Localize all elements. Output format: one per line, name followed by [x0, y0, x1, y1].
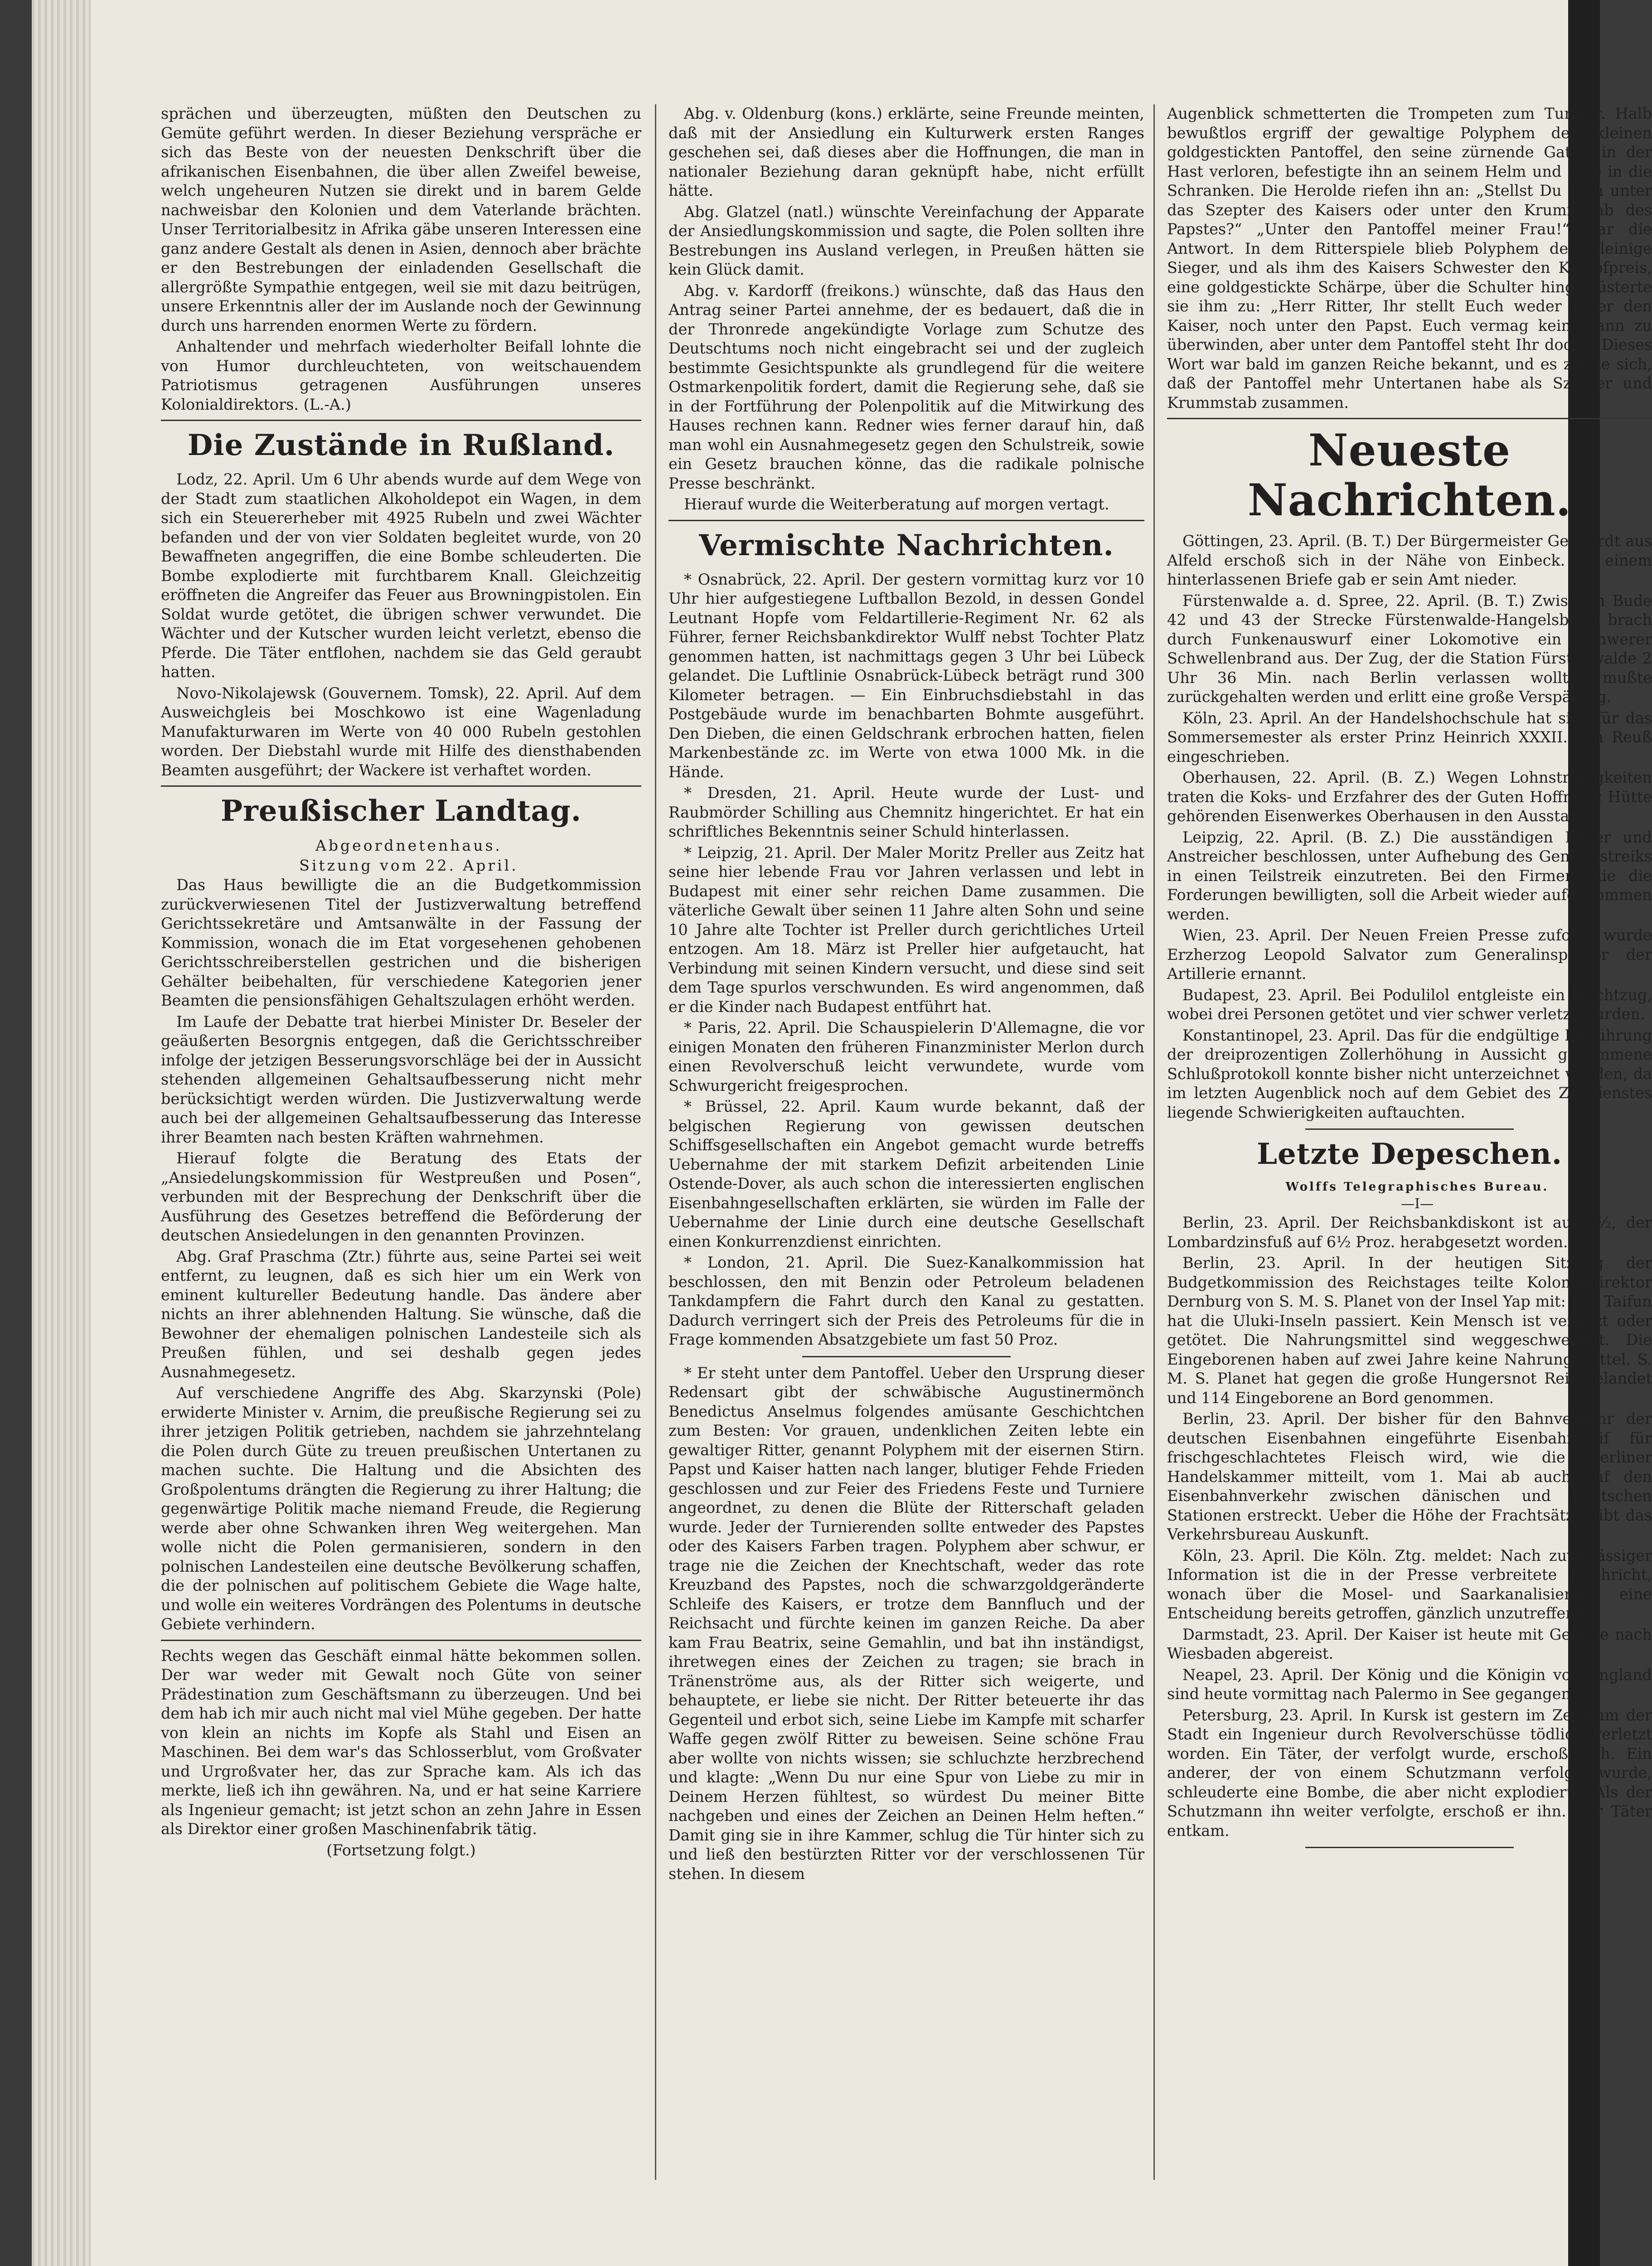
- separator-mark: —I—: [1401, 1196, 1434, 1212]
- news-item: Hierauf wurde die Weiterberatung auf morgen vertagt.: [684, 495, 1109, 513]
- news-item: Darmstadt, 23. April. Der Kaiser ist heute mit Gefolge nach Wiesbaden abgereist.: [1167, 1625, 1652, 1662]
- news-item: Köln, 23. April. An der Handelshochschule hat sich für das Sommersemester als erster Prinz Heinrich XXXII. von Reuß eingeschrieben.: [1167, 709, 1652, 765]
- section-divider: [161, 420, 641, 421]
- continuation-note: (Fortsetzung folgt.): [326, 1841, 476, 1859]
- short-divider: [1305, 1128, 1514, 1130]
- section-divider: [161, 785, 641, 787]
- section-divider: [1167, 418, 1652, 419]
- news-item: Abg. v. Oldenburg (kons.) erklärte, seine Freunde meinten, daß mit der Ansiedlung ein Kulturwerk ersten Ranges geschehen sei, daß dieses aber die Hoffnungen, die man in nationaler Beziehung daran geknüpft habe, nicht erfüllt hätte.: [669, 105, 1144, 199]
- news-item: Lodz, 22. April. Um 6 Uhr abends wurde auf dem Wege von der Stadt zum staatlichen Alkoholdepot ein Wagen, in dem sich ein Steuererheber mit 4925 Rubeln und zwei Wächter befanden und der von vier Soldaten begleitet wurde, von 20 Bewaffneten angegriffen, die eine Bombe schleuderten. Die Bombe explodierte mit furchtbarem Knall. Gleichzeitig eröffneten die Angreifer das Feuer aus Browningpistolen. Ein Soldat wurde getötet, die übrigen schwer verwundet. Die Wächter und der Kutscher wurden leicht verletzt, ebenso die Pferde. Die Täter entflohen, nachdem sie das Geld geraubt hatten.: [161, 470, 641, 681]
- subheading-sitzung: Sitzung vom 22. April.: [299, 857, 518, 874]
- headline-vermischte: Vermischte Nachrichten.: [699, 528, 1114, 562]
- news-item: Abg. Graf Praschma (Ztr.) führte aus, seine Partei sei weit entfernt, zu leugnen, daß es sich hier um ein Werk von eminent kultureller Bedeutung handle. Das ändere aber nichts an ihrer ablehnenden Haltung. Sie wünsche, daß die Bewohner der ehemaligen polnischen Landesteile sich als Preußen fühlen, und sei deshalb gegen jedes Ausnahmegesetz.: [161, 1247, 641, 1381]
- article-continuation: sprächen und überzeugten, müßten den Deutschen zu Gemüte geführt werden. In dieser Beziehung verspräche er sich das Beste von der neuesten Denkschrift über die afrikanischen Eisenbahnen, die über allen Zweifel beweise, welch ungeheuren Nutzen sie direkt und in barem Gelde nachweisbar den Kolonien und dem Vaterlande brächten. Unser Territorialbesitz in Afrika gäbe unseren Interessen eine ganz andere Gestalt als denen in Asien, dennoch aber brächte er den Bestrebungen der einladenden Gesellschaft die allergrößte Sympathie entgegen, weil sie mit dazu beitrügen, unsere Erkenntnis aller der im Auslande noch der Gewinnung durch uns harrenden enormen Werte zu fördern.: [161, 105, 641, 334]
- headline-depeschen: Letzte Depeschen.: [1257, 1137, 1562, 1171]
- news-item: Konstantinopel, 23. April. Das für die endgültige Einführung der dreiprozentigen Zollerhöhung in Aussicht genommene Schlußprotokoll konnte bisher nicht unterzeichnet werden, da im letzten Augenblick noch auf dem Gebiet des Zolldienstes liegende Schwierigkeiten auftauchten.: [1167, 1026, 1652, 1121]
- news-item: Wien, 23. April. Der Neuen Freien Presse zufolge wurde Erzherzog Leopold Salvator zum Generalinspektor der Artillerie ernannt.: [1167, 926, 1652, 983]
- news-item: Berlin, 23. April. In der heutigen Sitzung der Budgetkommission des Reichstages teilte Kolonialdirektor Dernburg von S. M. S. Planet von der Insel Yap mit: Der Taifun hat die Uluki-Inseln passiert. Kein Mensch ist verletzt oder getötet. Die Nahrungsmittel sind weggeschwemmt. Die Eingeborenen haben auf zwei Jahre keine Nahrungsmittel. S. M. S. Planet hat gegen die große Hungersnot Reis gelandet und 114 Eingeborene an Bord genommen.: [1167, 1254, 1652, 1407]
- subheading-haus: Abgeordnetenhaus.: [315, 837, 502, 854]
- feuilleton-divider: [161, 1640, 641, 1641]
- news-item: Berlin, 23. April. Der Reichsbankdiskont ist auf 5½, der Lombardzinsfuß auf 6½ Proz. herabgesetzt worden.: [1167, 1214, 1652, 1251]
- news-item: * Paris, 22. April. Die Schauspielerin D'Allemagne, die vor einigen Monaten den früheren Finanzminister Merlon durch einen Revolverschuß leicht verwundete, wurde vom Schwurgericht freigesprochen.: [669, 1019, 1144, 1094]
- book-gutter: [32, 0, 91, 2266]
- column-2: [669, 104, 1144, 2189]
- news-item: Köln, 23. April. Die Köln. Ztg. meldet: Nach zuverlässiger Information ist die in der Presse verbreitete Nachricht, wonach über die Mosel- und Saarkanalisierung eine Entscheidung bereits getroffen, gänzlich unzutreffend.: [1167, 1546, 1652, 1622]
- column-1: [161, 104, 641, 2189]
- news-item: Berlin, 23. April. Der bisher für den Bahnverkehr der deutschen Eisenbahnen eingeführte Eisenbahntarif für frischgeschlachtetes Fleisch wird, wie die Berliner Handelskammer mitteilt, vom 1. Mai ab auch auf den Eisenbahnverkehr zwischen dänischen und deutschen Stationen erstreckt. Ueber die Höhe der Frachtsätze gibt das Verkehrsbureau Auskunft.: [1167, 1410, 1652, 1543]
- news-item: Abg. Glatzel (natl.) wünschte Vereinfachung der Apparate der Ansiedlungskommission und sagte, die Polen sollten ihre Bestrebungen ins Ausland verlegen, in Preußen hätten sie kein Glück damit.: [669, 203, 1144, 278]
- feuilleton-text: Rechts wegen das Geschäft einmal hätte bekommen sollen. Der war weder mit Gewalt noch Güte von seiner Prädestination zum Geschäftsmann zu überzeugen. Und bei dem hab ich mir auch nicht mal viel Mühe gegeben. Der hatte von klein an nichts im Kopfe als Stahl und Eisen an Maschinen. Bei dem war's das Schlosserblut, vom Großvater und Urgroßvater her, das zur Sprache kam. Als ich das merkte, ließ ich ihn gewähren. Na, und er hat seine Karriere als Ingenieur gemacht; ist jetzt schon an zehn Jahre in Essen als Direktor einer großen Maschinenfabrik tätig.: [161, 1646, 641, 1838]
- news-item: Hierauf folgte die Beratung des Etats der „Ansiedelungskommission für Westpreußen und Posen“, verbunden mit der Besprechung der Denkschrift über die Ausführung des Gesetzes betreffend die Beförderung der deutschen Ansiedelungen in den genannten Provinzen.: [161, 1149, 641, 1244]
- short-divider: [802, 1356, 1011, 1357]
- article-continuation: Augenblick schmetterten die Trompeten zum Turnier. Halb bewußtlos ergriff der gewaltige Polyphem den kleinen goldgestickten Pantoffel, den seine zürnende Gattin in der Hast verloren, befestigte ihn an seinem Helm und eilte in die Schranken. Die Herolde riefen ihn an: „Stellst Du Dich unter das Szepter des Kaisers oder unter den Krummstab des Papstes?“ „Unter den Pantoffel meiner Frau!“ war die Antwort. In dem Ritterspiele blieb Polyphem der alleinige Sieger, und als ihm des Kaisers Schwester den Kampfpreis, eine goldgestickte Schärpe, über die Schulter hing, flüsterte sie ihm zu: „Herr Ritter, Ihr stellt Euch weder unter den Kaiser, noch unter den Papst. Euch vermag kein Mann zu überwinden, aber unter dem Pantoffel steht Ihr doch!“ Dieses Wort war bald im ganzen Reiche bekannt, und es zeigte sich, daß der Pantoffel mehr Untertanen habe als Szepter und Krummstab zusammen.: [1167, 105, 1652, 412]
- news-item: * Brüssel, 22. April. Kaum wurde bekannt, daß der belgischen Regierung von gewissen deutschen Schiffsgesellschaften ein Angebot gemacht wurde betreffs Uebernahme der mit starkem Defizit arbeitenden Linie Ostende-Dover, als auch schon die interessierten englischen Eisenbahngesellschaften erklärten, sie würden im Falle der Uebernahme der Linie durch eine deutsche Gesellschaft einen Konkurrenzdienst einrichten.: [669, 1098, 1144, 1250]
- headline-russland: Die Zustände in Rußland.: [187, 428, 615, 462]
- column-3: [1167, 104, 1652, 2189]
- article-paragraph: Anhaltender und mehrfach wiederholter Beifall lohnte die von Humor durchleuchteten, von weitschauendem Patriotismus getragenen Ausführungen unseres Kolonialdirektors. (L.-A.): [161, 338, 641, 413]
- news-item: Im Laufe der Debatte trat hierbei Minister Dr. Beseler der geäußerten Besorgnis entgegen, daß die Gerichtsschreiber infolge der jetzigen Besserungsvorschläge bei der in Aussicht stehenden allgemeinen Gehaltsaufbesserung nicht mehr berücksichtigt werden würden. Die Justizverwaltung werde auch bei der allgemeinen Gehaltsaufbesserung das Interesse ihrer Beamten nach besten Kräften wahrnehmen.: [161, 1012, 641, 1146]
- news-item: Abg. v. Kardorff (freikons.) wünschte, daß das Haus den Antrag seiner Partei annehme, der es bedauert, daß die in der Thronrede angekündigte Vorlage zum Schutze des Deutschtums noch nicht eingebracht sei und der zugleich bestimmte Gesichtspunkte als grundlegend für die weitere Ostmarkenpolitik fordert, damit die Regierung sehe, daß sie in der Fortführung der Polenpolitik auf die Mitwirkung des Hauses rechnen kann. Redner wies ferner darauf hin, daß man wohl ein Ausnahmegesetz gegen den Schulstreik, sowie ein Gesetz brauchen könne, das die radikale polnische Presse beschränkt.: [669, 281, 1144, 492]
- headline-landtag: Preußischer Landtag.: [220, 794, 582, 828]
- news-item: * London, 21. April. Die Suez-Kanalkommission hat beschlossen, den mit Benzin oder Petroleum beladenen Tankdampfern die Fahrt durch den Kanal zu gestatten. Dadurch verringert sich der Preis des Petroleums für die in Frage kommenden Absatzgebiete um fast 50 Proz.: [669, 1254, 1144, 1348]
- column-rule-1: [655, 104, 656, 2180]
- news-item: Neapel, 23. April. Der König und die Königin von England sind heute vormittag nach Palermo in See gegangen.: [1167, 1666, 1652, 1703]
- news-item: * Osnabrück, 22. April. Der gestern vormittag kurz vor 10 Uhr hier aufgestiegene Luftballon Bezold, in dessen Gondel Leutnant Hopfe vom Feldartillerie-Regiment Nr. 62 als Führer, ferner Reichsbankdirektor Wulff nebst Tochter Platz genommen hatten, ist nachmittags gegen 3 Uhr bei Lübeck gelandet. Die Luftlinie Osnabrück-Lübeck beträgt rund 300 Kilometer betragen. — Ein Einbruchsdiebstahl in das Postgebäude wurde im benachbarten Bohmte ausgeführt. Den Dieben, die einen Geldschrank erbrochen hatten, fielen Markenbestände zc. im Werte von etwa 1000 Mk. in die Hände.: [669, 570, 1144, 781]
- column-rule-2: [1153, 104, 1155, 2180]
- news-item: Fürstenwalde a. d. Spree, 22. April. (B. T.) Zwischen Bude 42 und 43 der Strecke Fürstenwalde-Hangelsberg brach durch Funkenauswurf einer Lokomotive ein schwerer Schwellenbrand aus. Der Zug, der die Station Fürstenwalde 2 Uhr 36 Min. nach Berlin verlassen wollte, mußte zurückgehalten werden und erlitt eine große Verspätung.: [1167, 591, 1652, 706]
- news-item: * Leipzig, 21. April. Der Maler Moritz Preller aus Zeitz hat seine hier lebende Frau vor Jahren verlassen und lebt in Budapest mit einer sehr reichen Dame zusammen. Die väterliche Gewalt über seinen 11 Jahre alten Sohn und seine 10 Jahre alte Tochter ist Preller durch gerichtliches Urteil entzogen. Am 18. März ist Preller hier aufgetaucht, hat Verbindung mit seinen Kindern versucht, und diese sind seit dem Tage spurlos verschwunden. Es wird angenommen, daß er die Kinder nach Budapest entführt hat.: [669, 843, 1144, 1016]
- news-item: * Dresden, 21. April. Heute wurde der Lust- und Raubmörder Schilling aus Chemnitz hingerichtet. Er hat ein schriftliches Bekenntnis seiner Schuld hinterlassen.: [669, 784, 1144, 840]
- news-item: Das Haus bewilligte die an die Budgetkommission zurückverwiesenen Titel der Justizverwaltung betreffend Gerichtssekretäre und Amtsanwälte in der Fassung der Kommission, wonach die im Etat vorgesehenen gehobenen Gerichtsschreiberstellen gestrichen und die bisherigen Gehälter beibehalten, für verschiedene Kategorien jener Beamten die pensionsfähigen Gehaltszulagen erhöht werden.: [161, 876, 641, 1009]
- headline-neueste: Neueste Nachrichten.: [1247, 425, 1572, 526]
- news-item: Leipzig, 22. April. (B. Z.) Die ausständigen Maler und Anstreicher beschlossen, unter Aufhebung des Generalstreiks in einen Teilstreik einzutreten. Bei den Firmen, die die Forderungen bewilligten, soll die Arbeit wieder aufgenommen werden.: [1167, 828, 1652, 923]
- news-item: Göttingen, 23. April. (B. T.) Der Bürgermeister Gebhardt aus Alfeld erschoß sich in der Nähe von Einbeck. In einem hinterlassenen Briefe gab er sein Amt nieder.: [1167, 532, 1652, 588]
- end-divider: [1305, 1847, 1514, 1848]
- news-item: Novo-Nikolajewsk (Gouvernem. Tomsk), 22. April. Auf dem Ausweichgleis bei Moschkowo ist eine Wagenladung Manufakturwaren im Werte von 40 000 Rubeln gestohlen worden. Der Diebstahl wurde mit Hilfe des diensthabenden Beamten ausgeführt; der Wackere ist verhaftet worden.: [161, 684, 641, 779]
- news-item: Budapest, 23. April. Bei Podulilol entgleiste ein Nachtzug, wobei drei Personen getötet und vier schwer verletzt wurden.: [1167, 986, 1652, 1023]
- news-item: Petersburg, 23. April. In Kursk ist gestern im Zentrum der Stadt ein Ingenieur durch Revolverschüsse tödlich verletzt worden. Ein Täter, der verfolgt wurde, erschoß sich. Ein anderer, der von einem Schutzmann verfolgt wurde, schleuderte eine Bombe, die aber nicht explodierte. Als der Schutzmann ihn weiter verfolgte, erschoß er ihn. Der Täter entkam.: [1167, 1706, 1652, 1840]
- agency-line: Wolffs Telegraphisches Bureau.: [1285, 1180, 1549, 1194]
- news-item: Auf verschiedene Angriffe des Abg. Skarzynski (Pole) erwiderte Minister v. Arnim, die preußische Regierung sei zu ihrer jetzigen Politik getrieben, nachdem sie jahrzehntelang die Polen durch Güte zu treuen preußischen Untertanen zu machen suchte. Die Haltung und die Absichten des Großpolentums drängten die Regierung zu ihrer Haltung; die gegenwärtige Politik mache niemand Freude, die Regierung werde aber ohne Schwanken ihren Weg weitergehen. Man wolle nicht die Polen germanisieren, sondern in den polnischen Landesteilen eine deutsche Bevölkerung schaffen, die der polnischen auf politischem Gebiete die Wage halte, und wolle ein weiteres Vordrängen des Polentums in deutsche Gebiete verhindern.: [161, 1384, 641, 1633]
- news-item: * Er steht unter dem Pantoffel. Ueber den Ursprung dieser Redensart gibt der schwäbische Augustinermönch Benedictus Anselmus folgendes amüsante Geschichtchen zum Besten: Vor grauen, undenklichen Zeiten lebte ein gewaltiger Ritter, genannt Polyphem mit der eisernen Stirn. Papst und Kaiser hatten nach langer, blutiger Fehde Frieden geschlossen und zur Feier des Friedens Feste und Turniere angeordnet, zu denen die Blüte der Ritterschaft geladen wurde. Jeder der Turnierenden sollte entweder des Papstes oder des Kaisers Farben tragen. Polyphem aber schwur, er trage nie die Zeichen der Knechtschaft, weder das rote Kreuzband des Papstes, noch die schwarzgoldgeränderte Schleife des Kaisers, er trotze dem Bannfluch und der Reichsacht und fürchte keinen im ganzen Reiche. Da aber kam Frau Beatrix, seine Gemahlin, und bat ihn inständigst, ihretwegen eines der Zeichen zu tragen; sie brach in Tränenströme aus, als der Ritter sich weigerte, und behauptete, er liebe sie nicht. Der Ritter beteuerte ihr das Gegenteil und erbot sich, seine Liebe im Kampfe mit scharfer Waffe gegen zwölf Ritter zu beweisen. Seine schöne Frau aber wollte von nichts wissen; sie schluchzte herzbrechend und klagte: „Wenn Du nur eine Spur von Liebe zu mir in Deinem Herzen fühltest, so würdest Du meiner Bitte nachgeben und eines der Zeichen an Deinen Helm heften.“ Damit ging sie in ihre Kammer, schlug die Tür hinter sich zu und ließ den bestürzten Ritter vor der verschlossenen Tür stehen. In diesem: [669, 1364, 1144, 1883]
- newspaper-page: [32, 0, 1652, 2266]
- news-item: Oberhausen, 22. April. (B. Z.) Wegen Lohnstreitigkeiten traten die Koks- und Erzfahrer des der Guten Hoffnung Hütte gehörenden Eisenwerkes Oberhausen in den Ausstand.: [1167, 769, 1652, 825]
- section-divider: [669, 520, 1144, 521]
